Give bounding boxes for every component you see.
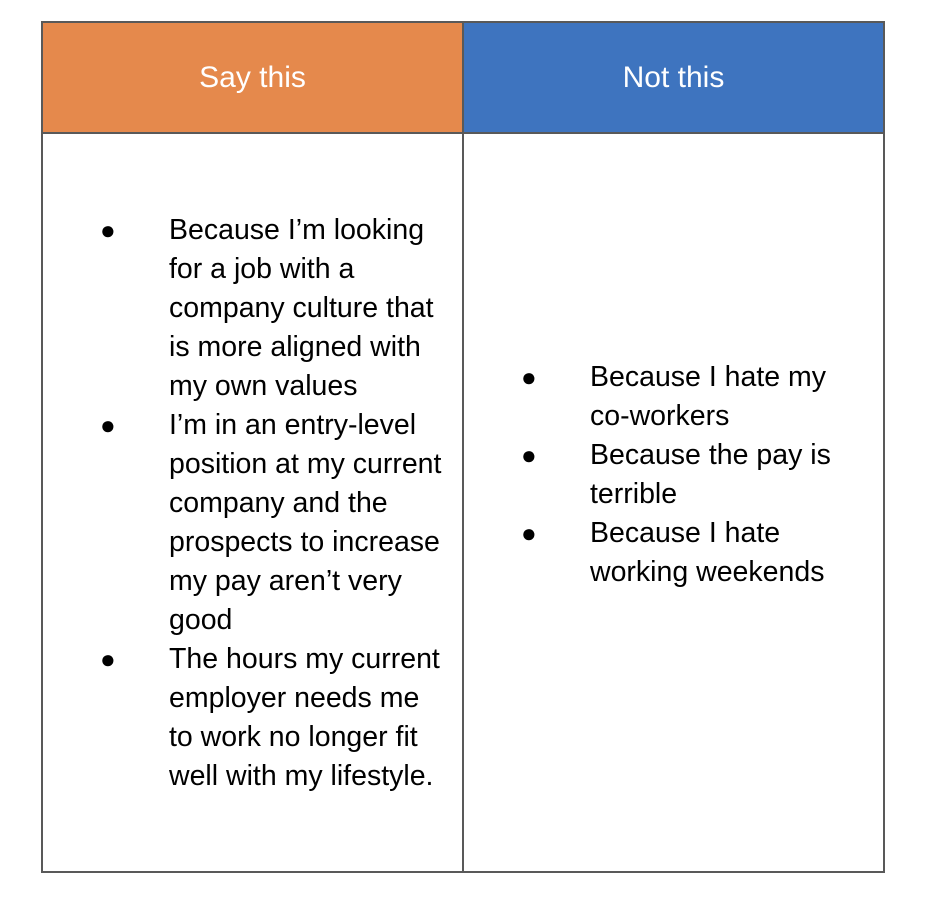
not-item-text: Because I hate working weekends: [590, 516, 825, 588]
bullet-icon: ●: [521, 361, 537, 392]
not-item-text: Because I hate my co-workers: [590, 360, 827, 432]
say-list-item: [43, 640, 462, 796]
bullet-icon: ●: [100, 215, 116, 245]
content-row: [42, 133, 884, 872]
comparison-table: [41, 21, 885, 873]
bullet-icon: ●: [521, 439, 537, 470]
say-list-item: [43, 211, 462, 406]
not-list-item: [464, 514, 883, 592]
say-this-list: [43, 209, 462, 796]
bullet-icon: ●: [521, 517, 537, 548]
not-list-item: [464, 358, 883, 436]
say-item-text: Because I’m looking for a job with a company culture that is more aligned with my own values: [169, 214, 434, 402]
say-item-text: The hours my current employer needs me to work no longer fit well with my lifestyle.: [169, 643, 440, 792]
say-list-item: [43, 406, 462, 640]
not-list-item: [464, 436, 883, 514]
not-item-text: Because the pay is terrible: [590, 438, 831, 510]
not-this-list: [464, 358, 883, 592]
header-row: [42, 22, 884, 133]
say-this-cell: [42, 133, 463, 872]
not-this-header: Not this: [463, 22, 884, 133]
say-item-text: I’m in an entry-level position at my current company and the prospects to increase my pay aren’t very good: [169, 409, 442, 636]
bullet-icon: ●: [100, 644, 116, 674]
bullet-icon: ●: [100, 410, 116, 440]
say-this-header: Say this: [42, 22, 463, 133]
not-this-cell: [463, 133, 884, 872]
